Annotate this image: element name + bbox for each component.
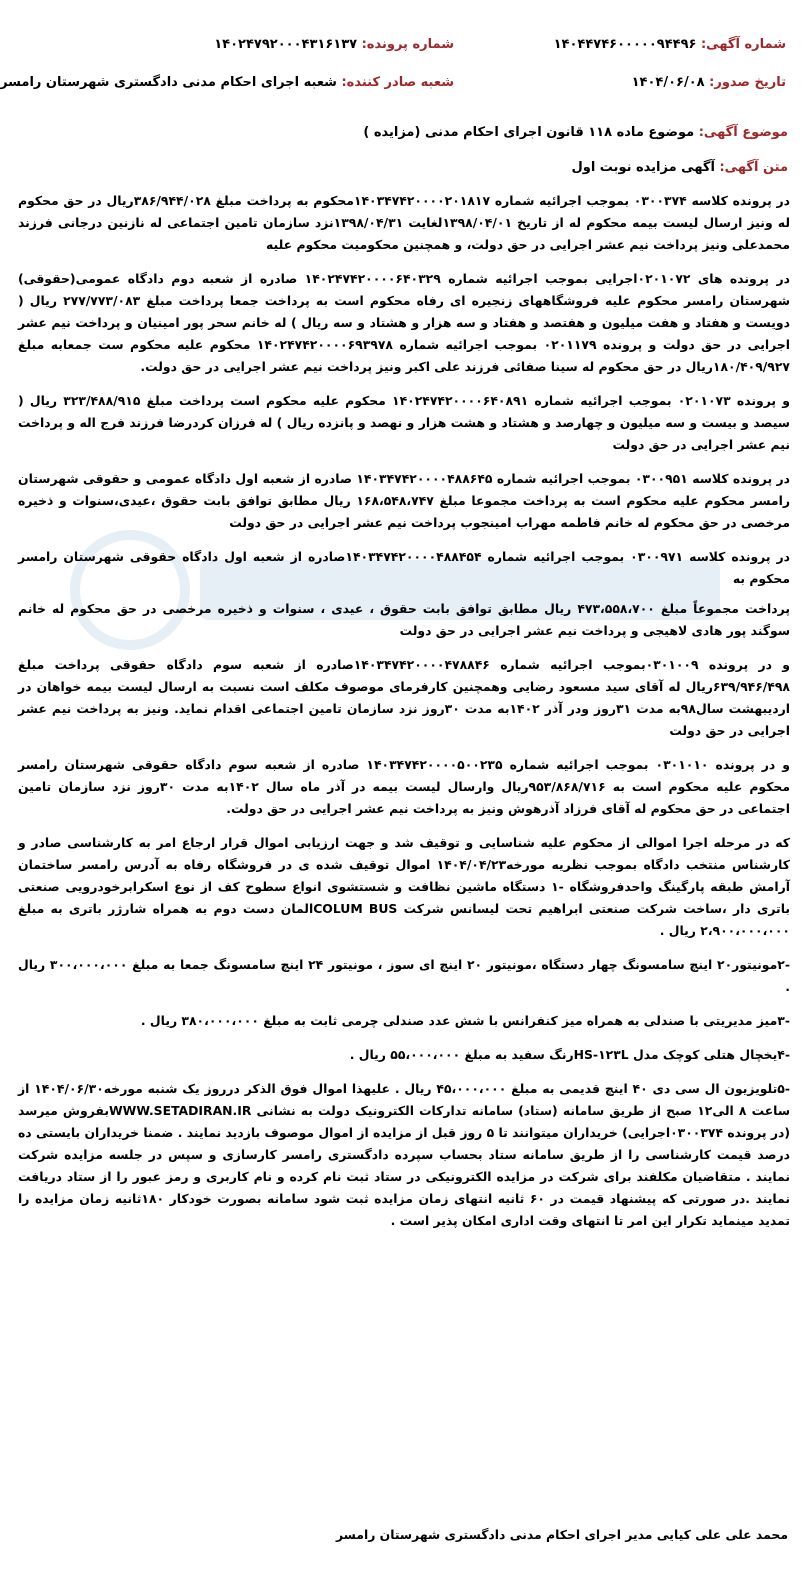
issue-date-value: ۱۴۰۴/۰۶/۰۸ xyxy=(631,75,705,90)
issuer-label: شعبه صادر کننده: xyxy=(341,75,454,90)
paragraph: در پرونده کلاسه ۰۳۰۰۹۵۱ بموجب اجرائیه شماره ۱۴۰۳۴۷۴۲۰۰۰۰۴۸۸۶۴۵ صادره از شعبه اول دادگاه عمومی و حقوقی شهرستان رامسر محکوم علیه محکوم است به پرداخت مجموعا مبلغ ۱۶۸،۵۴۸،۷۴۷ ریال مطابق توافق بابت حقوق ،عیدی،سنوات و ذخیره مرخصی در حق محکوم له خانم فاطمه مهراب امینجوب پرداخت نیم عشر اجرایی در حق دولت xyxy=(18,471,790,530)
paragraph: در پرونده کلاسه ۰۳۰۰۳۷۴ بموجب اجرائیه شماره ۱۴۰۳۴۷۴۲۰۰۰۰۲۰۱۸۱۷محکوم به پرداخت مبلغ ۳۸۶/۹۴۴/۰۲۸ریال در حق محکوم له ونیز ارسال لیست بیمه محکوم له از تاریخ ۱۳۹۸/۰۴/۰۱لغایت ۱۳۹۸/۰۴/۳۱نزد سازمان تامین اجتماعی له نازنین درجانی فرزند محمدعلی ونیز پرداخت نیم عشر اجرایی در حق دولت، و همچنین محکومیت محکوم علیه xyxy=(18,193,790,252)
notice-body-label: متن آگهی: xyxy=(719,160,788,175)
case-number-label: شماره پرونده: xyxy=(361,37,454,52)
notice-number-label: شماره آگهی: xyxy=(700,37,786,52)
notice-subject-label: موضوع آگهی: xyxy=(698,125,788,140)
case-number xyxy=(214,37,454,52)
signature: محمد علی علی کیایی مدیر اجرای احکام مدنی دادگستری شهرستان رامسر xyxy=(335,1527,788,1542)
notice-body-text xyxy=(18,190,790,1244)
issue-date xyxy=(632,75,786,90)
case-number-value: ۱۴۰۲۴۷۹۲۰۰۰۴۳۱۶۱۳۷ xyxy=(214,37,358,52)
paragraph: که در مرحله اجرا اموالی از محکوم علیه شناسایی و توقیف شد و جهت ارزیابی اموال قرار ارجاع امر به کارشناسی صادر و کارشناس منتخب دادگاه بموجب نظریه مورخه۱۴۰۴/۰۴/۲۳ اموال توقیف شده ی در فروشگاه رفاه به آدرس رامسر ساختمان آرامش طبقه پارگینگ واحدفروشگاه -۱ دستگاه ماشین نظافت و شستشوی انواع سطوح کف از نوع اسکرابرخودرویی صنعتی باتری دار ،ساخت شرکت صنعتی ابراهیم تحت لیسانس شرکت COLUM BUSالمان دست دوم به همراه شارژر باتری به مبلغ ۲،۹۰۰،۰۰۰،۰۰۰ ریال . xyxy=(18,835,791,938)
paragraph: و در پرونده ۰۳۰۱۰۱۰ بموجب اجرائیه شماره ۱۴۰۳۴۷۴۲۰۰۰۰۵۰۰۲۳۵ صادره از شعبه سوم دادگاه حقوقی شهرستان رامسر محکوم علیه محکوم است به ۹۵۳/۸۶۸/۷۱۶ریال وارسال لیست بیمه در آذر ماه سال ۱۴۰۲به مدت ۳۰روز نزد سازمان تامین اجتماعی در حق محکوم له آقای فرزاد آذرهوش ونیز به پرداخت نیم عشر اجرایی در حق دولت. xyxy=(18,757,791,816)
paragraph: و پرونده ۰۲۰۱۰۷۳ بموجب اجرائیه شماره ۱۴۰۲۴۷۴۲۰۰۰۰۶۴۰۸۹۱ محکوم علیه محکوم است پرداخت مبلغ ۳۲۳/۴۸۸/۹۱۵ ریال ( سیصد و بیست و سه میلیون و چهارصد و هشتاد و هشت هزار و نهصد و پانزده ریال ) له فرزان کردرضا فرزند فرج اله و پرداخت نیم عشر اجرایی در حق دولت xyxy=(18,393,790,452)
notice-subject xyxy=(363,125,788,140)
paragraph: در پرونده های ۰۲۰۱۰۷۲اجرایی بموجب اجرائیه شماره ۱۴۰۲۴۷۴۲۰۰۰۰۶۴۰۳۲۹ صادره از شعبه دوم دادگاه عمومی(حقوقی) شهرستان رامسر محکوم علیه فروشگاههای زنجیره ای رفاه محکوم است به پرداخت جمعا پرداخت مبلغ ۲۷۷/۷۷۳/۰۸۳ ریال ( دویست و هفتاد و هفت میلیون و هفتصد و هفتاد و سه هزار و هشتاد و سه ریال ) له خانم سحر پور امینیان و پرداخت نیم عشر اجرایی در حق دولت و پرونده ۰۲۰۱۱۷۹ بموجب اجرائیه شماره ۱۴۰۲۴۷۴۲۰۰۰۰۶۹۳۹۷۸ محکوم علیه محکوم ست جمعابه مبلغ ۱۸۰/۴۰۹/۹۲۷ریال در حق محکوم له سینا صفائی فرزند علی اکبر ونیز پرداخت نیم عشر اجرایی در حق دولت. xyxy=(18,271,791,374)
notice-subject-value: موضوع ماده ۱۱۸ قانون اجرای احکام مدنی (مزایده ) xyxy=(363,125,695,140)
notice-number-value: ۱۴۰۴۴۷۴۶۰۰۰۰۰۹۴۴۹۶ xyxy=(553,37,697,52)
list-item: -۵تلویزیون ال سی دی ۴۰ اینچ قدیمی به مبلغ ۴۵،۰۰۰،۰۰۰ ریال . علیهذا اموال فوق الذکر درروز یک شنبه مورخه۱۴۰۴/۰۶/۳۰ از ساعت ۸ الی۱۲ صبح از طریق سامانه (ستاد) سامانه تدارکات الکترونیک دولت به نشانی WWW.SETADIRAN.IRبفروش میرسد (در پرونده ۰۳۰۰۳۷۴اجرایی) خریداران میتوانند تا ۵ روز قبل از مزایده از اموال موصوف بازدید نمایند . ضمنا خریداران بایستی ده درصد قیمت کارشناسی را از طریق سامانه ستاد بحساب سپرده دادگستری رامسر کارسازی و سپس در جلسه مزایده شرکت نمایند . متقاضیان مکلفند برای شرکت در مزایده الکترونیکی در ستاد ثبت نام کرده و نام کاربری و رمز عبور را از ستاد دریافت نمایند .در صورتی که پیشنهاد قیمت در ۶۰ ثانیه انتهای زمان مزایده ثبت شود سامانه بصورت خودکار ۱۸۰ثانیه زمان مزایده را تمدید مینماید تکرار این امر تا انتهای وقت اداری امکان پذیر است . xyxy=(17,1081,791,1228)
notice-body-heading: آگهی مزایده نوبت اول xyxy=(571,160,715,175)
notice-body-title xyxy=(571,160,788,175)
issuer-value: شعبه اجرای احکام مدنی دادگستری شهرستان رامسر xyxy=(0,75,337,90)
list-item: -۳میز مدیریتی با صندلی به همراه میز کنفرانس با شش عدد صندلی چرمی ثابت به مبلغ ۳۸۰،۰۰۰،۰۰۰ ریال . xyxy=(140,1013,790,1028)
paragraph: پرداخت مجموعاً مبلغ ۴۷۳،۵۵۸،۷۰۰ ریال مطابق توافق بابت حقوق ، عیدی ، سنوات و ذخیره مرخصی در حق محکوم له خانم سوگند پور هادی لاهیجی و پرداخت نیم عشر اجرایی در حق دولت xyxy=(18,601,791,638)
issue-date-label: تاریخ صدور: xyxy=(709,75,786,90)
list-item: -۴یخچال هتلی کوچک مدل HS-۱۲۳Lرنگ سفید به مبلغ ۵۵،۰۰۰،۰۰۰ ریال . xyxy=(349,1047,790,1062)
notice-number xyxy=(554,37,786,52)
paragraph: در پرونده کلاسه ۰۳۰۰۹۷۱ بموجب اجرائیه شماره ۱۴۰۳۴۷۴۲۰۰۰۰۴۸۸۴۵۴صادره از شعبه اول دادگاه حقوقی شهرستان رامسر محکوم به xyxy=(18,549,790,586)
issuer xyxy=(0,75,454,90)
list-item: -۲مونیتور۲۰ اینچ سامسونگ چهار دستگاه ،مونیتور ۲۰ اینچ ای سوز ، مونیتور ۲۴ اینچ سامسونگ جمعا به مبلغ ۳۰۰،۰۰۰،۰۰۰ ریال . xyxy=(18,957,790,994)
paragraph: و در پرونده ۰۳۰۱۰۰۹بموجب اجرائیه شماره ۱۴۰۳۴۷۴۲۰۰۰۰۴۷۸۸۴۶صادره از شعبه سوم دادگاه حقوقی پرداخت مبلغ ۶۳۹/۹۴۶/۴۹۸ریال له آقای سید مسعود رضایی وهمچنین کارفرمای موصوف مکلف است نسبت به ارسال لیست بیمه خواهان در اردیبهشت سال۹۸به مدت ۳۱روز ودر آذر ۱۴۰۲به مدت ۳۰روز نزد سازمان تامین اجتماعی اقدام نماید. ونیز به پرداخت نیم عشر اجرایی در حق دولت xyxy=(18,657,790,738)
